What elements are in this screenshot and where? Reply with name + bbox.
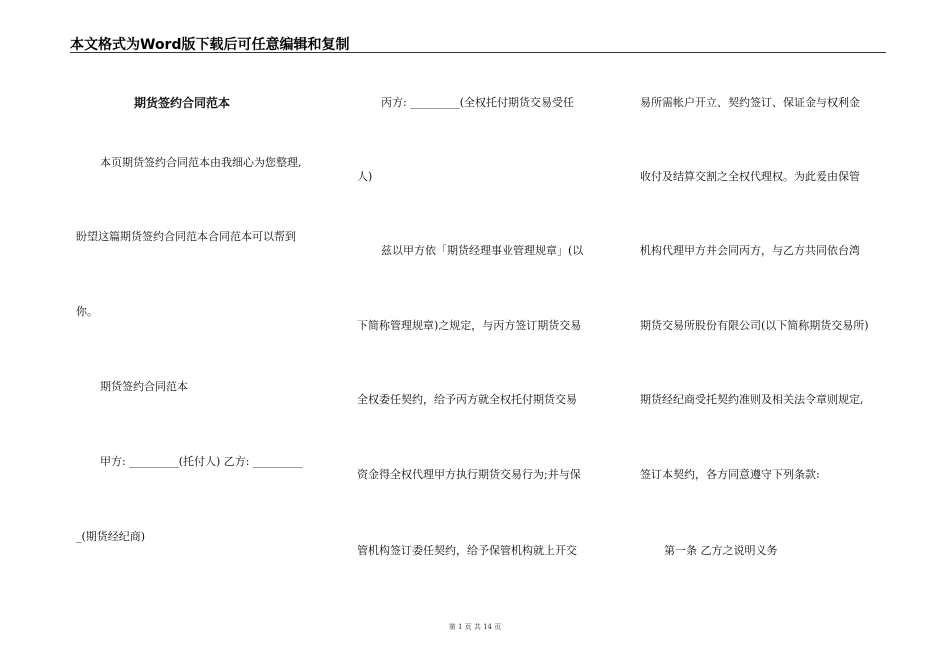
paragraph-line: 收付及结算交割之全权代理权。为此爰由保管 bbox=[640, 170, 860, 183]
paragraph-line: 期货经纪商受托契约准则及相关法令章则规定, bbox=[640, 393, 864, 406]
page-header bbox=[70, 34, 886, 53]
paragraph-line: 机构代理甲方并会同丙方，与乙方共同依台湾 bbox=[640, 244, 860, 257]
section-heading: 期货签约合同范本 bbox=[100, 380, 188, 393]
paragraph-line: 易所需帐户开立、契约签订、保证金与权利金 bbox=[640, 96, 860, 109]
header-text: 本文格式为Word版下载后可任意编辑和复制 bbox=[70, 37, 350, 53]
paragraph-line: 管机构签订委任契约，给予保管机构就上开交 bbox=[357, 544, 577, 557]
paragraph-line: 本页期货签约合同范本由我细心为您整理, bbox=[100, 156, 302, 169]
paragraph-line: 盼望这篇期货签约合同范本合同范本可以帮到 bbox=[76, 230, 296, 243]
page-number: 第 1 页 共 14 页 bbox=[448, 623, 502, 631]
paragraph-line: 你。 bbox=[76, 305, 98, 318]
paragraph-line: _(期货经纪商) bbox=[76, 530, 146, 543]
paragraph-line: 丙方: _________(全权托付期货交易受任 bbox=[381, 96, 574, 109]
paragraph-line: 期货交易所股份有限公司(以下简称期货交易所) bbox=[640, 319, 869, 332]
paragraph-line: 资金得全权代理甲方执行期货交易行为;并与保 bbox=[357, 468, 581, 481]
paragraph-line: 甲方: _________(托付人) 乙方: _________ bbox=[100, 455, 303, 468]
paragraph-line: 签订本契约，各方同意遵守下列条款: bbox=[640, 468, 820, 481]
document-title: 期货签约合同范本 bbox=[134, 96, 231, 110]
article-heading: 第一条 乙方之说明义务 bbox=[664, 544, 778, 557]
paragraph-line: 人) bbox=[357, 170, 373, 183]
paragraph-line: 兹以甲方依「期货经理事业管理规章」(以 bbox=[381, 244, 584, 257]
paragraph-line: 全权委任契约，给予丙方就全权托付期货交易 bbox=[357, 393, 577, 406]
paragraph-line: 下简称管理规章)之规定，与丙方签订期货交易 bbox=[357, 319, 582, 332]
